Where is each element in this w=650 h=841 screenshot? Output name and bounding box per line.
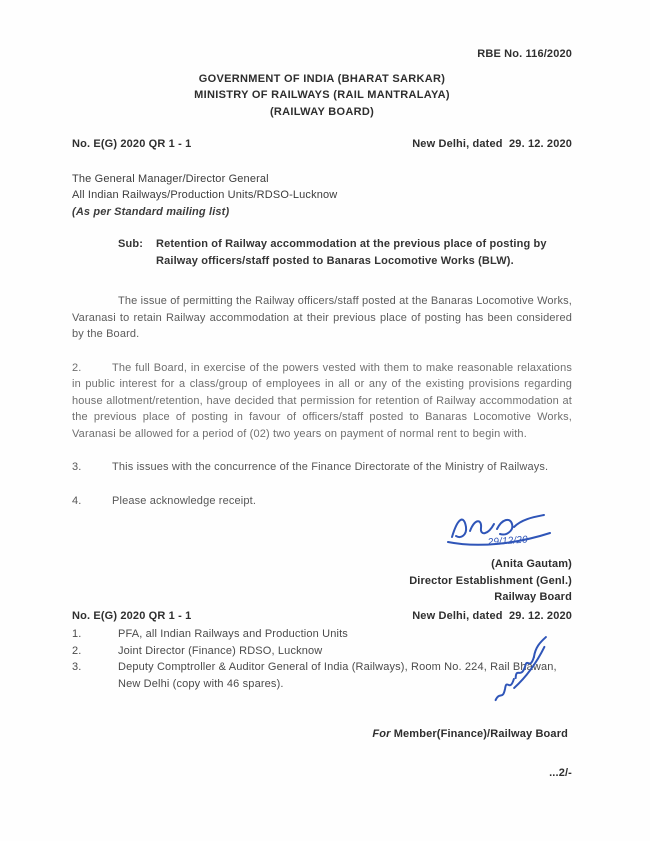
paragraph-4: [72, 493, 572, 510]
paragraph-2: [72, 360, 572, 443]
list-item-text: Deputy Comptroller & Auditor General of India (Railways), Room No. 224, Rail Bhawan, New Delhi (copy with 46 spares).: [118, 661, 557, 690]
subject-label: Sub:: [118, 238, 144, 250]
list-item: [72, 643, 572, 660]
rbe-number: RBE No. 116/2020: [477, 48, 572, 60]
copy-date-line: New Delhi, dated 29. 12. 2020: [412, 609, 572, 622]
signatory-designation: Director Establishment (Genl.): [409, 574, 572, 587]
list-item-number: 2.: [72, 644, 82, 657]
addressee-line2: All Indian Railways/Production Units/RDSO-Lucknow: [72, 189, 338, 201]
paragraph-3-text: This issues with the concurrence of the Finance Directorate of the Ministry of Railways.: [112, 461, 549, 473]
date-line: New Delhi, dated 29. 12. 2020: [412, 138, 572, 150]
letterhead-line-ministry: MINISTRY OF RAILWAYS (RAIL MANTRALAYA): [194, 89, 450, 101]
page-continuation-note: ...2/-: [549, 766, 572, 779]
letterhead: [72, 71, 572, 121]
letterhead-line-govt: GOVERNMENT OF INDIA (BHARAT SARKAR): [198, 72, 446, 85]
signatory-organisation: Railway Board: [494, 591, 572, 603]
list-item: [72, 626, 572, 643]
reference-number: No. E(G) 2020 QR 1 - 1: [72, 138, 192, 150]
copy-reference-number: No. E(G) 2020 QR 1 - 1: [72, 609, 192, 622]
signature-handwritten-date: 29/12/20: [487, 534, 529, 549]
paragraph-3-number: 3.: [72, 461, 82, 473]
list-item-number: 1.: [72, 628, 82, 640]
subject-text: Retention of Railway accommodation at the previous place of posting by Railway officers/staff posted to Banaras Locomotive Works (BLW).: [156, 238, 547, 267]
paragraph-2-text: The full Board, in exercise of the powers vested with them to make reasonable relaxations in public interest for a class/group of employees in all or any of the existing provisions regarding house allotment/retention, have decided that permission for retention of Railway accommodation at the previous place of posting in favour of officers/staff posted to Banaras Locomotive Works, Varanasi be allowed for a period of (02) two years on payment of normal rent to begin with.: [72, 361, 572, 440]
addressee-mailing-note: (As per Standard mailing list): [72, 205, 230, 218]
copy-reference-row: [72, 608, 572, 625]
paragraph-3: [72, 459, 572, 476]
paragraph-1: [72, 293, 572, 343]
paragraph-1-text: The issue of permitting the Railway officers/staff posted at the Banaras Locomotive Works, Varanasi to retain Railway accommodation at their previous place of posting has been considered by the Board.: [72, 295, 572, 340]
for-member-line: [72, 726, 572, 743]
signatory-name: (Anita Gautam): [491, 558, 572, 570]
letterhead-line-board: (RAILWAY BOARD): [269, 105, 375, 118]
paragraph-2-number: 2.: [72, 361, 82, 374]
reference-row: [72, 136, 572, 153]
addressee-line1: The General Manager/Director General: [72, 172, 269, 185]
for-text: Member(Finance)/Railway Board: [393, 728, 568, 740]
addressee-block: [72, 171, 572, 221]
subject-line: [118, 236, 572, 269]
list-item-text: PFA, all Indian Railways and Production Units: [118, 628, 348, 640]
paragraph-4-number: 4.: [72, 494, 82, 507]
list-item-text: Joint Director (Finance) RDSO, Lucknow: [118, 644, 323, 657]
for-prefix: For: [372, 728, 394, 740]
signature-block: [342, 511, 572, 606]
paragraph-4-text: Please acknowledge receipt.: [112, 494, 257, 507]
list-item-number: 3.: [72, 661, 82, 673]
